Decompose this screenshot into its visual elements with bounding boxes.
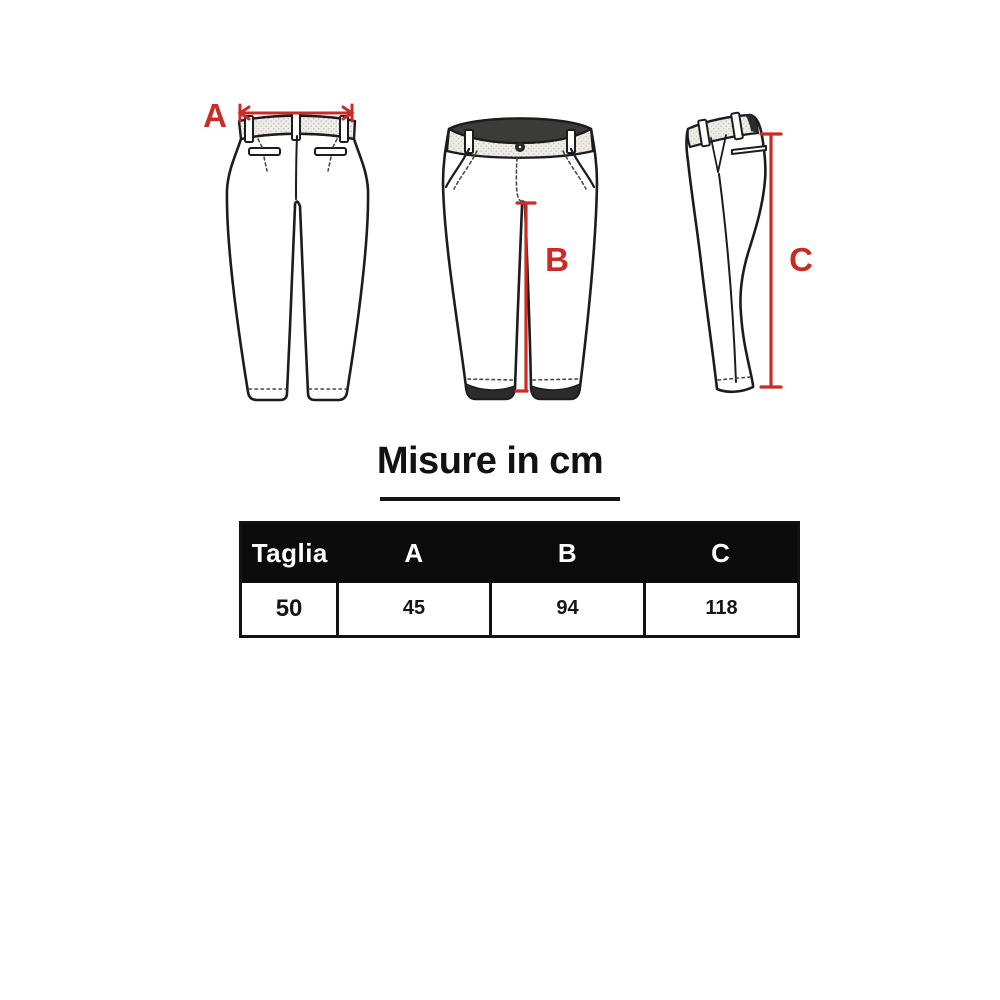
back-belt-loop <box>292 113 300 140</box>
size-table-row <box>241 583 799 637</box>
back-pocket-welt <box>249 148 280 155</box>
pants-back-view <box>227 113 368 400</box>
pants-diagram-svg <box>0 0 1000 430</box>
back-center-seam <box>296 136 297 199</box>
side-body-outline <box>687 115 766 392</box>
cell-a-value: 45 <box>338 583 491 637</box>
size-guide-diagram <box>0 0 1000 430</box>
measurement-label-c: C <box>789 241 813 278</box>
header-a: A <box>338 523 491 583</box>
cell-c-value: 118 <box>644 583 798 637</box>
pants-side-view <box>687 113 767 392</box>
front-body-outline <box>443 119 597 400</box>
header-taglia: Taglia <box>241 523 338 583</box>
page-title: Misure in cm <box>376 440 604 482</box>
measurement-label-a: A <box>203 97 227 134</box>
cell-b-value: 94 <box>490 583 644 637</box>
back-pocket-welt <box>315 148 346 155</box>
title-underline <box>380 497 620 501</box>
back-body-outline <box>227 134 368 400</box>
header-b: B <box>490 523 644 583</box>
measurement-label-b: B <box>545 241 569 278</box>
pants-front-view <box>443 119 597 400</box>
size-table-header-row <box>241 523 799 583</box>
cell-taglia-value: 50 <box>241 583 338 637</box>
front-button-center <box>519 146 521 148</box>
header-c: C <box>644 523 798 583</box>
size-table <box>239 521 800 638</box>
